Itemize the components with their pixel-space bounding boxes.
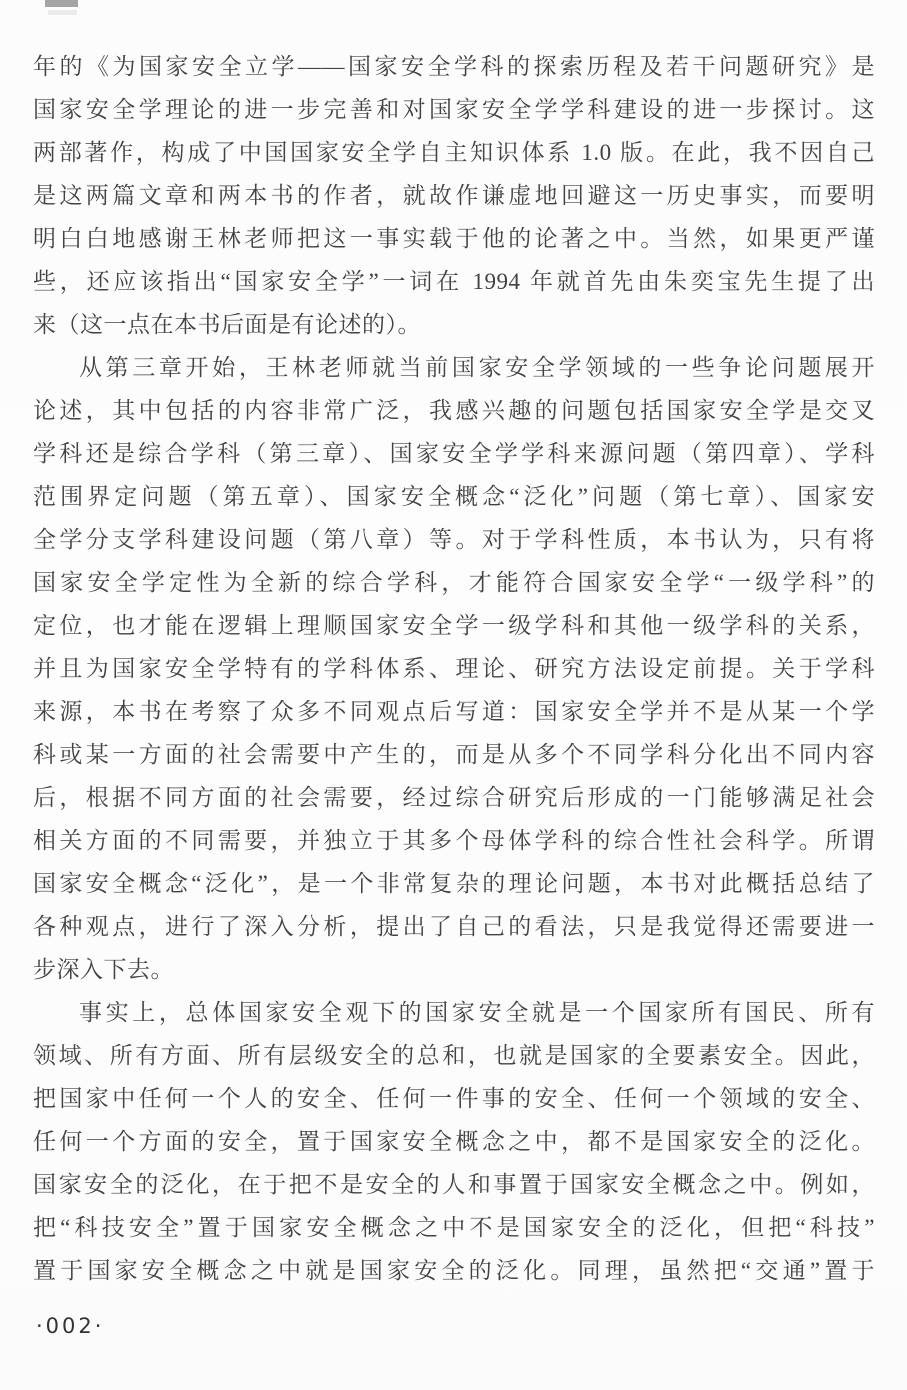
text-line: 两部著作，构成了中国国家安全学自主知识体系 1.0 版。在此，我不因自己 bbox=[33, 140, 875, 165]
text-line: 后，根据不同方面的社会需要，经过综合研究后形成的一门能够满足社会 bbox=[33, 785, 875, 810]
text-line: 任何一个方面的安全，置于国家安全概念之中，都不是国家安全的泛化。 bbox=[33, 1129, 875, 1154]
text-line: 全学分支学科建设问题（第八章）等。对于学科性质，本书认为，只有将 bbox=[33, 527, 875, 552]
scan-artifact-dark bbox=[45, 0, 78, 7]
text-line: 科或某一方面的社会需要中产生的，而是从多个不同学科分化出不同内容 bbox=[33, 742, 875, 767]
text-line: 置于国家安全概念之中就是国家安全的泛化。同理，虽然把“交通”置于 bbox=[33, 1258, 875, 1283]
text-line: 年的《为国家安全立学——国家安全学科的探索历程及若干问题研究》是 bbox=[33, 54, 875, 79]
text-line: 定位，也才能在逻辑上理顺国家安全学一级学科和其他一级学科的关系， bbox=[33, 613, 875, 638]
text-line: 论述，其中包括的内容非常广泛，我感兴趣的问题包括国家安全学是交叉 bbox=[33, 398, 875, 423]
text-line: 范围界定问题（第五章）、国家安全概念“泛化”问题（第七章）、国家安 bbox=[33, 484, 875, 509]
text-line: 把“科技安全”置于国家安全概念之中不是国家安全的泛化，但把“科技” bbox=[33, 1215, 875, 1240]
scan-artifact-light bbox=[48, 10, 77, 15]
text-line: 相关方面的不同需要，并独立于其多个母体学科的综合性社会科学。所谓 bbox=[33, 828, 875, 853]
text-line: 从第三章开始，王林老师就当前国家安全学领域的一些争论问题展开 bbox=[79, 355, 875, 380]
text-line: 来（这一点在本书后面是有论述的）。 bbox=[33, 312, 421, 337]
text-line: 领域、所有方面、所有层级安全的总和，也就是国家的全要素安全。因此， bbox=[33, 1043, 875, 1068]
text-line: 学科还是综合学科（第三章）、国家安全学学科来源问题（第四章）、学科 bbox=[33, 441, 875, 466]
text-line: 国家安全概念“泛化”，是一个非常复杂的理论问题，本书对此概括总结了 bbox=[33, 871, 875, 896]
page-text-block bbox=[33, 45, 875, 1292]
text-line: 明白白地感谢王林老师把这一事实载于他的论著之中。当然，如果更严谨 bbox=[33, 226, 875, 251]
text-line: 步深入下去。 bbox=[33, 957, 174, 982]
text-line: 些，还应该指出“国家安全学”一词在 1994 年就首先由朱奕宝先生提了出 bbox=[33, 269, 875, 294]
text-line: 各种观点，进行了深入分析，提出了自己的看法，只是我觉得还需要进一 bbox=[33, 914, 875, 939]
text-line: 并且为国家安全学特有的学科体系、理论、研究方法设定前提。关于学科 bbox=[33, 656, 875, 681]
text-line: 是这两篇文章和两本书的作者，就故作谦虚地回避这一历史事实，而要明 bbox=[33, 183, 875, 208]
text-line: 事实上，总体国家安全观下的国家安全就是一个国家所有国民、所有 bbox=[79, 1000, 875, 1025]
text-line: 国家安全学定性为全新的综合学科，才能符合国家安全学“一级学科”的 bbox=[33, 570, 875, 595]
text-line: 把国家中任何一个人的安全、任何一件事的安全、任何一个领域的安全、 bbox=[33, 1086, 875, 1111]
text-line: 国家安全的泛化，在于把不是安全的人和事置于国家安全概念之中。例如， bbox=[33, 1172, 875, 1197]
text-line: 国家安全学理论的进一步完善和对国家安全学学科建设的进一步探讨。这 bbox=[33, 97, 875, 122]
page-number: ·002· bbox=[36, 1314, 105, 1338]
text-line: 来源，本书在考察了众多不同观点后写道：国家安全学并不是从某一个学 bbox=[33, 699, 875, 724]
